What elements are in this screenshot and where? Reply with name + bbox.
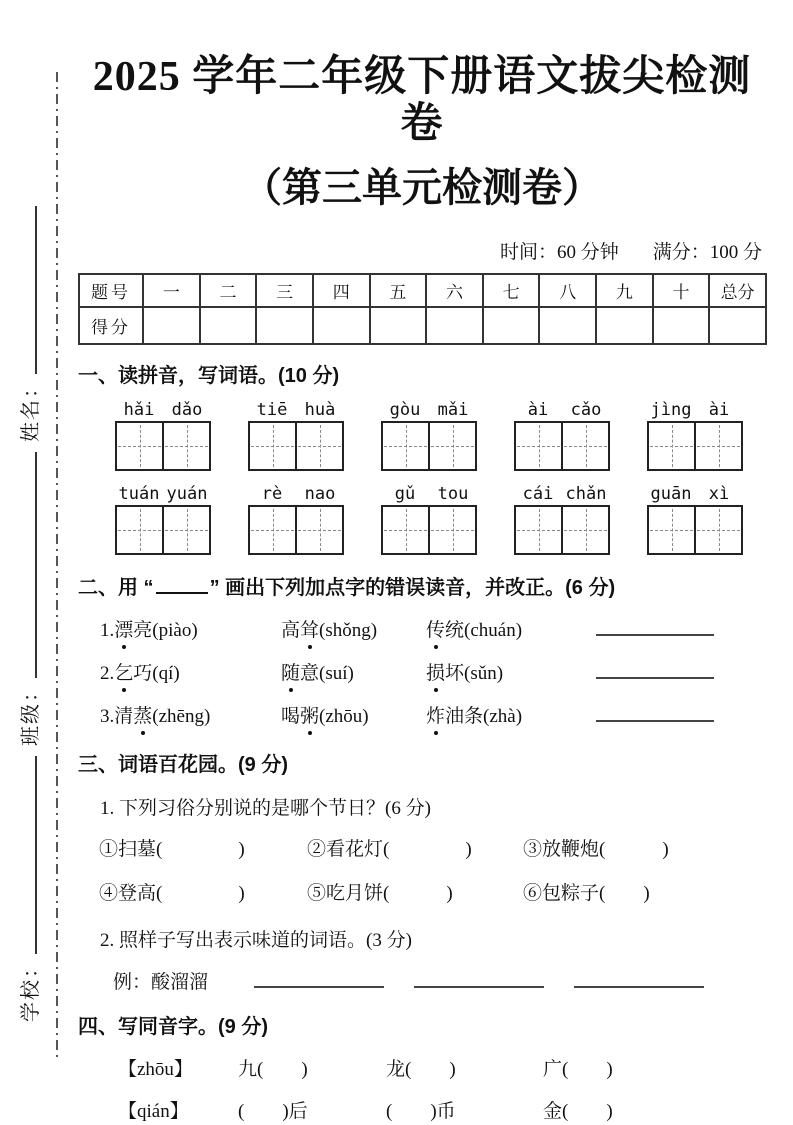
word-with-pinyin: 炸油条(zhà) bbox=[426, 703, 596, 730]
dotted-char: 耸 bbox=[300, 617, 319, 644]
question-row bbox=[100, 617, 766, 644]
section-2-heading-prefix: 二、用 “ bbox=[78, 577, 154, 600]
word-group bbox=[115, 483, 213, 555]
word-group bbox=[514, 483, 612, 555]
score-cell[interactable] bbox=[539, 307, 596, 344]
score-col-9: 九 bbox=[596, 274, 653, 307]
score-col-total: 总分 bbox=[709, 274, 766, 307]
pinyin-label: rè nao bbox=[261, 484, 336, 505]
writing-box[interactable] bbox=[381, 505, 477, 555]
writing-box[interactable] bbox=[115, 421, 211, 471]
name-label: 姓名： bbox=[20, 376, 42, 442]
binding-fold-line bbox=[56, 72, 58, 1057]
class-input-line[interactable] bbox=[17, 452, 37, 678]
score-cell[interactable] bbox=[256, 307, 313, 344]
pinyin-row-2 bbox=[115, 483, 766, 555]
festival-item[interactable]: ⑤吃月饼( ) bbox=[307, 883, 453, 905]
section-2-heading bbox=[78, 575, 766, 601]
pinyin-label: gòu mǎi bbox=[389, 400, 469, 421]
pinyin-label: ài cǎo bbox=[527, 400, 602, 421]
section-3-question-1: 1. 下列习俗分别说的是哪个节日？(6 分) bbox=[100, 798, 431, 820]
score-col-8: 八 bbox=[539, 274, 596, 307]
school-label: 学校： bbox=[20, 956, 42, 1022]
score-table-corner: 题号 bbox=[79, 274, 143, 307]
pinyin-label: tuán yuán bbox=[118, 484, 208, 505]
score-table-header-row bbox=[79, 274, 766, 307]
answer-blank[interactable] bbox=[574, 969, 704, 988]
score-cell-total[interactable] bbox=[709, 307, 766, 344]
pinyin-label: cái chǎn bbox=[522, 484, 607, 505]
homophone-blank[interactable]: 龙( ) bbox=[386, 1059, 456, 1081]
score-table-score-row bbox=[79, 307, 766, 344]
festival-item[interactable]: ②看花灯( ) bbox=[307, 839, 472, 861]
answer-blank[interactable] bbox=[596, 703, 714, 722]
section-4-heading: 四、写同音字。(9 分) bbox=[78, 1016, 268, 1039]
item-number: 1. bbox=[100, 620, 115, 642]
homophone-row bbox=[118, 1098, 766, 1125]
word-group bbox=[248, 399, 346, 471]
dotted-char: 粥 bbox=[300, 703, 319, 730]
festival-item[interactable]: ④登高( ) bbox=[99, 883, 245, 905]
score-col-10: 十 bbox=[653, 274, 710, 307]
example-label: 例：酸溜溜 bbox=[113, 972, 209, 994]
score-col-1: 一 bbox=[143, 274, 200, 307]
full-score: 满分：100 分 bbox=[652, 242, 762, 264]
dotted-char: 蒸 bbox=[133, 703, 152, 730]
dotted-char: 传 bbox=[426, 617, 445, 644]
student-info-sidebar bbox=[14, 142, 44, 1022]
underline-mark bbox=[156, 577, 208, 594]
dotted-char: 漂 bbox=[114, 617, 133, 644]
question-row bbox=[100, 703, 766, 730]
dotted-char: 炸 bbox=[426, 703, 445, 730]
item-number: 3. bbox=[100, 706, 115, 728]
time-limit: 时间：60 分钟 bbox=[499, 242, 619, 264]
answer-blank[interactable] bbox=[254, 969, 384, 988]
word-group bbox=[514, 399, 612, 471]
word-with-pinyin: 2.乞巧(qí) bbox=[100, 660, 281, 687]
writing-box[interactable] bbox=[647, 421, 743, 471]
section-1-heading: 一、读拼音，写词语。(10 分) bbox=[78, 365, 340, 388]
score-cell[interactable] bbox=[596, 307, 653, 344]
section-3-question-2: 2. 照样子写出表示味道的词语。(3 分) bbox=[100, 930, 412, 952]
section-3-heading: 三、词语百花园。(9 分) bbox=[78, 754, 288, 777]
score-table bbox=[78, 273, 767, 345]
pinyin-row-1 bbox=[115, 399, 766, 471]
word-group bbox=[647, 483, 745, 555]
school-input-line[interactable] bbox=[17, 756, 37, 954]
example-row bbox=[113, 969, 766, 996]
word-with-pinyin: 损坏(sǔn) bbox=[426, 660, 596, 687]
festival-row-1 bbox=[99, 836, 766, 863]
festival-row-2 bbox=[99, 880, 766, 907]
festival-item[interactable]: ③放鞭炮( ) bbox=[523, 839, 669, 861]
writing-box[interactable] bbox=[647, 505, 743, 555]
homophone-row bbox=[118, 1056, 766, 1083]
question-row bbox=[100, 660, 766, 687]
score-cell[interactable] bbox=[653, 307, 710, 344]
exam-meta bbox=[78, 241, 766, 265]
writing-box[interactable] bbox=[381, 421, 477, 471]
word-group bbox=[381, 399, 479, 471]
homophone-blank[interactable]: 金( ) bbox=[543, 1101, 613, 1123]
pinyin-label: gǔ tou bbox=[394, 484, 469, 505]
pinyin-label: tiē huà bbox=[256, 400, 336, 421]
exam-subtitle: （第三单元检测卷） bbox=[242, 165, 602, 211]
exam-body bbox=[78, 0, 766, 1125]
pinyin-label: guān xì bbox=[650, 484, 730, 505]
section-2-heading-suffix: ” 画出下列加点字的错误读音，并改正。(6 分) bbox=[209, 577, 616, 600]
homophone-blank[interactable]: 广( ) bbox=[543, 1059, 613, 1081]
dotted-char: 乞 bbox=[114, 660, 133, 687]
word-with-pinyin: 喝粥(zhōu) bbox=[281, 703, 426, 730]
word-group bbox=[248, 483, 346, 555]
word-with-pinyin: 随意(suí) bbox=[281, 660, 426, 687]
score-cell[interactable] bbox=[143, 307, 200, 344]
writing-box[interactable] bbox=[115, 505, 211, 555]
pinyin-key: 【qián】 bbox=[118, 1101, 189, 1123]
word-group bbox=[381, 483, 479, 555]
score-col-5: 五 bbox=[370, 274, 427, 307]
exam-title: 2025 学年二年级下册语文拔尖检测卷 bbox=[92, 54, 752, 148]
festival-item[interactable]: ①扫墓( ) bbox=[99, 839, 245, 861]
pinyin-key: 【zhōu】 bbox=[118, 1059, 193, 1081]
homophone-blank[interactable]: ( )后 bbox=[238, 1101, 308, 1123]
homophone-blank[interactable]: ( )币 bbox=[386, 1101, 456, 1123]
score-col-6: 六 bbox=[426, 274, 483, 307]
word-with-pinyin: 高耸(shǒng) bbox=[281, 617, 426, 644]
writing-box[interactable] bbox=[514, 421, 610, 471]
score-cell[interactable] bbox=[483, 307, 540, 344]
answer-blank[interactable] bbox=[596, 660, 714, 679]
score-cell[interactable] bbox=[426, 307, 483, 344]
score-cell[interactable] bbox=[370, 307, 427, 344]
writing-box[interactable] bbox=[514, 505, 610, 555]
writing-box[interactable] bbox=[248, 421, 344, 471]
score-col-7: 七 bbox=[483, 274, 540, 307]
word-group bbox=[115, 399, 213, 471]
score-col-2: 二 bbox=[200, 274, 257, 307]
answer-blank[interactable] bbox=[596, 617, 714, 636]
score-col-3: 三 bbox=[256, 274, 313, 307]
word-with-pinyin: 1.漂亮(piào) bbox=[100, 617, 281, 644]
dotted-char: 随 bbox=[281, 660, 300, 687]
score-cell[interactable] bbox=[313, 307, 370, 344]
writing-box[interactable] bbox=[248, 505, 344, 555]
word-group bbox=[647, 399, 745, 471]
festival-item[interactable]: ⑥包粽子( ) bbox=[523, 883, 650, 905]
word-with-pinyin: 3.清蒸(zhēng) bbox=[100, 703, 281, 730]
dotted-char: 损 bbox=[426, 660, 445, 687]
pinyin-label: jìng ài bbox=[650, 400, 730, 421]
word-with-pinyin: 传统(chuán) bbox=[426, 617, 596, 644]
pinyin-label: hǎi dǎo bbox=[123, 400, 203, 421]
homophone-blank[interactable]: 九( ) bbox=[238, 1059, 308, 1081]
score-row-label: 得分 bbox=[79, 307, 143, 344]
score-col-4: 四 bbox=[313, 274, 370, 307]
score-cell[interactable] bbox=[200, 307, 257, 344]
class-label: 班级： bbox=[20, 680, 42, 746]
name-input-line[interactable] bbox=[17, 206, 37, 374]
answer-blank[interactable] bbox=[414, 969, 544, 988]
item-number: 2. bbox=[100, 663, 115, 685]
